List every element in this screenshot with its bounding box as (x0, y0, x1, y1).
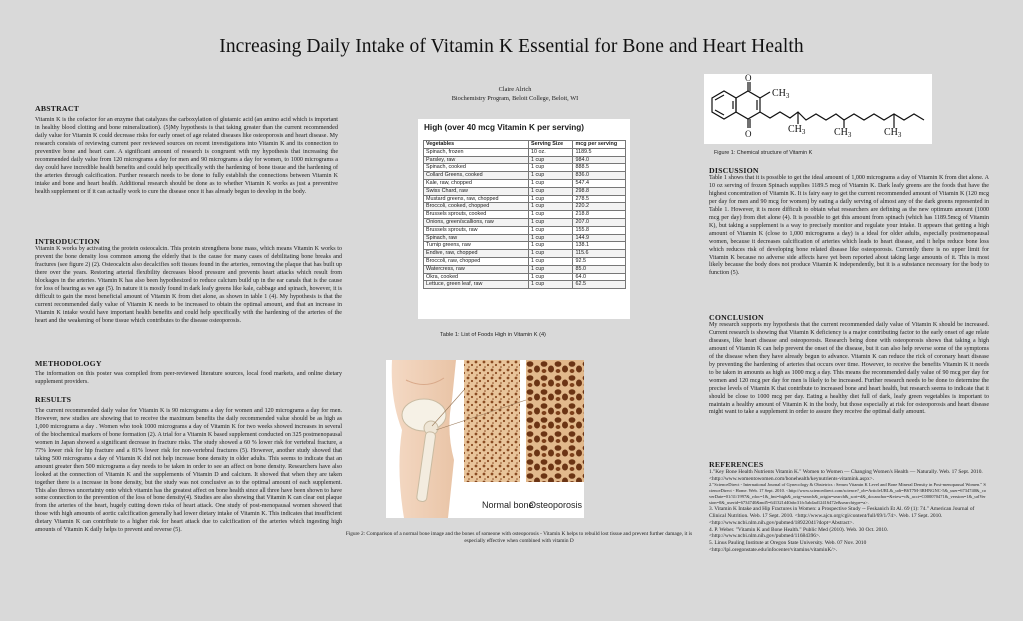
table-cell: 1 cup (529, 164, 573, 172)
table-cell: Okra, cooked (424, 273, 529, 281)
author-affiliation: Biochemistry Program, Beloit College, Beloit, WI (451, 95, 579, 102)
ch3-label: $CH_3$ (884, 127, 902, 139)
table-cell: 278.5 (573, 195, 626, 203)
vitamin-k-foods-table-panel (418, 119, 630, 319)
table-cell: 138.1 (573, 242, 626, 250)
table-cell: 1 cup (529, 226, 573, 234)
table-row (424, 156, 626, 164)
table-cell: 298.8 (573, 187, 626, 195)
introduction-text (35, 246, 342, 326)
table-cell: Broccoli, cooked, chopped (424, 203, 529, 211)
abstract-paragraph: Vitamin K is the cofactor for an enzyme that catalyzes the carboxylation of glutamic acid (an amino acid which is important in healthy blood clotting and bone mineralization). (5)My hypothesis is that taking greater than the current recommended daily value for Vitamin K could decrease risks for early onset of age related diseases like osteoporosis and heart disease. My research consists of reviewing current peer reviewed sources on recent investigations into Vitamin K and its connection to preventive bone and heart care. A significant amount of research is congruent with my hypothesis that increasing the recommended daily value from 120 micrograms a day for men and 90 micrograms a day for women, to 1000 micrograms a day could have incredible health benefits and could help specifically with the hardening of bone tissue and the hardening of the arteries through calcification. Further research needs to be done to fully establish the connections between Vitamin K intake and bone and heart health. Additional research should be done as to whether Vitamin K works as just a preventive health supplement or if it can actually work to cure the disease once it has already begun to develop in the body. (35, 117, 338, 195)
table-cell: 984.0 (573, 156, 626, 164)
table-cell: Spinach, cooked (424, 164, 529, 172)
methodology-paragraph: The information on this poster was compiled from peer-reviewed literature sources, local food markets, and online dietary supplement providers. (35, 371, 342, 385)
table-cell: Spinach, frozen (424, 148, 529, 156)
table-row (424, 195, 626, 203)
osteoporosis-label: Osteoporosis (529, 500, 583, 510)
table-row (424, 179, 626, 187)
vitamin-k-structure (704, 74, 932, 144)
table-cell: 1189.5 (573, 148, 626, 156)
svg-text:O: O (745, 129, 752, 139)
author-name: Claire Alrich (498, 86, 532, 93)
reference-item: 1."Key Bone Health Nutrients Vitamin K." Women to Women — Changing Women's Health — Naturally. Web. 17 Sept. 2010. <http://www.womentowomen.com/bonehealth/keynutrients-vitamink.aspx>. (709, 469, 983, 482)
table-cell: 547.4 (573, 179, 626, 187)
table-cell: 1 cup (529, 250, 573, 258)
table-cell: Mustard greens, raw, chopped (424, 195, 529, 203)
table-cell: Brussels sprouts, cooked (424, 211, 529, 219)
table-cell: 1 cup (529, 187, 573, 195)
table-cell: 85.0 (573, 265, 626, 273)
table-title: High (over 40 mcg Vitamin K per serving) (424, 123, 585, 132)
references-heading: REFERENCES (709, 460, 764, 469)
ch3-label: $CH_3$ (834, 127, 852, 139)
table-cell: 220.2 (573, 203, 626, 211)
table-cell: 888.5 (573, 164, 626, 172)
vitamin-k-foods-table (423, 140, 626, 289)
table-cell: 144.9 (573, 234, 626, 242)
introduction-heading: INTRODUCTION (35, 237, 100, 246)
abstract-heading: ABSTRACT (35, 104, 80, 113)
bone-comparison-image (386, 360, 584, 518)
ch3-label: $CH_3$ (772, 88, 790, 100)
table-row (424, 257, 626, 265)
table-row (424, 234, 626, 242)
table-header: Serving Size (529, 141, 573, 149)
table-cell: 64.0 (573, 273, 626, 281)
reference-item: 4. P. Weber. "Vitamin K and Bone Health." Public Med (2010). Web. 30 Oct. 2010. <http://www.ncbi.nlm.nih.gov/pubmed/11684396>. (709, 526, 889, 540)
table-row (424, 164, 626, 172)
table-row (424, 203, 626, 211)
figure1-caption: Figure 1: Chemical structure of Vitamin K (714, 150, 813, 156)
table-row (424, 226, 626, 234)
table-cell: 1 cup (529, 203, 573, 211)
results-heading: RESULTS (35, 395, 72, 404)
table-cell: Brussels sprouts, raw (424, 226, 529, 234)
bone-comparison-illustration (386, 360, 584, 518)
table-cell: Swiss Chard, raw (424, 187, 529, 195)
table-cell: 1 cup (529, 179, 573, 187)
figure2-caption: Figure 2: Comparison of a normal bone image and the bones of someone with osteoporosis - Vitamin K helps to rebuild lost tissue and prevent further damage, it is especially effective when combined with vitamin D (345, 531, 693, 544)
table-caption: Table 1: List of Foods High in Vitamin K (4) (440, 332, 546, 338)
table-cell: 1 cup (529, 242, 573, 250)
table-header: mcg per serving (573, 141, 626, 149)
table-cell: 92.5 (573, 257, 626, 265)
ch3-label: $CH_3$ (788, 124, 806, 136)
table-cell: Broccoli, raw, chopped (424, 257, 529, 265)
table-header-row (424, 141, 626, 149)
conclusion-text (709, 322, 989, 417)
discussion-text (709, 175, 989, 278)
table-cell: Onions, green/scallions, raw (424, 218, 529, 226)
table-cell: Turnip greens, raw (424, 242, 529, 250)
table-row (424, 211, 626, 219)
table-cell: Spinach, raw (424, 234, 529, 242)
reference-item: 2."ScienceDirect - International Journal of Gynecology & Obstetrics : Serum Vitamin K Level and Bone Mineral Density in Post-menopausal Women." ScienceDirect - Home. Web. 17 Sept. 2010. <http://www.sciencedirect.com/science?_ob=ArticleURL&_udi=B6T7M-3RHNGNC-5&_user=6734740&_coverDate=01/31/1997&_rdoc=1&_fmt=high&_orig=search&_origin=search&_sort=d&_docanchor=&view=c&_acct=C000070471&_version=1&_urlVersion=0&_userid=6734740&md5=641321d40abc31fc5ab4ad12416472e&searchtype=a>. (709, 482, 986, 506)
table-cell: 1 cup (529, 172, 573, 180)
table-row (424, 273, 626, 281)
table-cell: Parsley, raw (424, 156, 529, 164)
poster-title: Increasing Daily Intake of Vitamin K Essential for Bone and Heart Health (219, 36, 804, 57)
table-cell: 1 cup (529, 195, 573, 203)
table-row (424, 172, 626, 180)
references-list (709, 469, 987, 553)
table-cell: Watercress, raw (424, 265, 529, 273)
table-cell: 1 cup (529, 265, 573, 273)
table-row (424, 265, 626, 273)
table-cell: Lettuce, green leaf, raw (424, 281, 529, 289)
conclusion-paragraph: My research supports my hypothesis that the current recommended daily value of Vitamin K should be increased. Current research is showing that Vitamin K deficiency is a major contributing factor to the early onset of age relate diseases, like heart disease and osteoporosis. Research being done with osteoporosis shows that taking a high amount of Vitamin K can help prevent the onset of the disease, but it can also help reverse some of the symptoms of the disease when they have already begun to advance. Vitamin K can reduce the rick of coronary heart disease by preventing the hardening of arteries that occurs over time. However, to receive the benefits Vitamin K it needs to be taken in amounts as high as 1000 mcg a day. This means the recommended daily value of 90 mcg per day for women and 120 mcg per day for men is likely to be increased. Further research needs to be done to determine the precise levels of Vitamin K that contribute to increased bone and heart health, but research seems to indicate that it should be close to 1000 mcg per day. Eating a healthy diet full of dark, leafy green vegetables is important to maintain a healthy amount of Vitamin K in the body, but those especially at risk for osteoporosis and heart disease might want to take a supplement in order to assure they receive the optimal daily amount. (709, 322, 989, 416)
table-cell: Kale, raw, chopped (424, 179, 529, 187)
normal-bone-label: Normal bone (482, 500, 534, 510)
results-text (35, 408, 342, 535)
table-header: Vegetables (424, 141, 529, 149)
table-cell: 1 cup (529, 156, 573, 164)
table-cell: 1 cup (529, 273, 573, 281)
table-cell: Collard Greens, cooked (424, 172, 529, 180)
table-cell: 155.8 (573, 226, 626, 234)
table-cell: 207.0 (573, 218, 626, 226)
methodology-heading: METHODOLOGY (35, 359, 102, 368)
author-block (415, 85, 615, 103)
table-cell: 836.0 (573, 172, 626, 180)
table-row (424, 218, 626, 226)
table-cell: Endive, raw, chopped (424, 250, 529, 258)
table-cell: 1 cup (529, 281, 573, 289)
table-row (424, 250, 626, 258)
table-cell: 10 oz. (529, 148, 573, 156)
table-cell: 1 cup (529, 257, 573, 265)
conclusion-heading: CONCLUSION (709, 313, 764, 322)
table-row (424, 148, 626, 156)
results-paragraph: The current recommended daily value for Vitamin K is 90 micrograms a day for women and 120 micrograms a day for men. However, new studies are showing that to receive the maximum benefits the daily recommended value should be as high as 1,000 micrograms a day . Women who took 1000 micrograms a day of Vitamin K for two weeks showed increases in several of the biochemical markers of bone formation (2). A trial for a Vitamin K based supplement conducted on 325 postmenopausal women in Japan showed a significant decrease in fracture risks. The study showed a 60 % lower risk for vertebral fracture, a 77% lower risk for hip fracture and a 81% lower risk for non-vertebral fractures (5). However, another study showed that taking 500 micrograms a day of Vitamin K did not help increase bone density in older adults. This seems to indicate that an amount greater then 500 micrograms a day needs to be taken in order to see an affect on bone density. Researchers have also looked at the connection of Vitamin K and the supplements of Vitamin D and calcium. It showed that when they are taken together there is a increase in bone density, but the study was not conclusive as to the optimal amount of each supplement. This also throws uncertainty onto which vitamin has the greatest affect on bone health since all three have been shown to have some connection to the prevention of the loss of bone density(4). Studies are also showing that Vitamin K can clear out plaque from the arteries of the heart, hugely cutting down risks of heart attack. One study of post-menopausal women showed that those with high amounts of aortic calcification generally had lower dietary intake of Vitamin K. This indicates that insufficient dietary Vitamin K can contribute to a higher risk for heart attack due to calcification of the arteries which ingesting high amounts of Vitamin K daily helps to prevent and reverse (5). (35, 408, 342, 534)
table-cell: 115.6 (573, 250, 626, 258)
reference-item: 5. Linus Pauling Institute at Oregon State University. Web. 07 Nov. 2010 <http://lpi.oregonstate.edu/infocenter/vitamins/vitaminK/>. (709, 539, 867, 553)
table-cell: 1 cup (529, 211, 573, 219)
table-cell: 218.8 (573, 211, 626, 219)
table-row (424, 281, 626, 289)
discussion-paragraph: Table 1 shows that it is possible to get the ideal amount of 1,000 micrograms a day of Vitamin K from diet alone. A 10 oz serving of frozen Spinach supplies 1189.5 mcg of Vitamin K. Dark leafy greens are the foods that have the highest concentration of Vitamin K. It is fairy easy to get the current recommended amount of Vitamin K (120 mcg per day for men and 90 mcg for women) by eating a daily serving of almost any of the dark greens represented in Table 1. However, it is more difficult to obtain what researchers are defining as the new optimum amount (1000 mcg per day) from diet alone (4). It is possible to get this amount from spinach (which has 1189.5mcg of Vitamin K), but taking a supplement is a way to precisely monitor and regulate your intake. It appears that getting a high amount of Vitamin K (close to 1,000 micrograms a day) is a ideal for older adults, especially postmenopausal women, because it decreases calcification of arteries which leads to heart disease, and it helps reduce bone loss which reduces risk of developing bone related disease like osteoporosis. Currently there is no upper limit for Vitamin K because no adverse side affects have yet been reported about taking large amounts of it. This is most likely because the body does not produce Vitamin K independently, but it is a substance necessary for the body to function (5). (709, 175, 989, 277)
methodology-text (35, 371, 342, 387)
table-cell: 1 cup (529, 234, 573, 242)
introduction-paragraph: Vitamin K works by activating the protein osteocalcin. This protein strengthens bone mass, which means Vitamin K works to prevent the bone density loss common among the elderly that is the cause for many cases of debilitating bone breaks and fractures (see figure 2) (2). Osteocalcin also decalcifies soft tissues found in the arteries, removing the plaque that has built up there over the years. Restoring arterial flexibility decreases blood pressure and prevents heart attacks which result from blockages in the arteries. Vitamin K has also been hypothesized to reduce calcium build up in the ear canals that is the cause for loss of hearing as we age (5). In nature it is mostly found in dark leafy greens like kale, cabbage and spinach, however, it is difficult to gain the most beneficial amount of Vitamin K from diet alone, as shown in table 1 (4). My hypothesis is that the current recommended daily value of Vitamin K needs to be increased to obtain the optimal amount, and that an increase in Vitamin K intake would have important health benefits and could help specifically with the hardening of the arteries of the heart and the weakening of bone tissue which contributes to the disease osteoporosis. (35, 246, 342, 324)
reference-item: 3. Vitamin K Intake and Hip Fractures in Women: a Prospective Study -- Feskanich Et Al. 69 (1): 74." American Journal of Clinical Nutrition. Web. 17 Sept. 2010. <http://www.ajcn.org/cgi/content/full/69/1/74>. Web. 17 Sept. 2010. <http://www.ncbi.nlm.nih.gov/pubmed/18922041?dopt=Abstract>. (709, 506, 975, 526)
table-cell: 1 cup (529, 218, 573, 226)
table-cell: 62.5 (573, 281, 626, 289)
abstract-text (35, 117, 338, 197)
discussion-heading: DISCUSSION (709, 166, 759, 175)
table-row (424, 187, 626, 195)
svg-text:O: O (745, 74, 752, 83)
table-row (424, 242, 626, 250)
vitamin-k-molecule (704, 74, 932, 144)
